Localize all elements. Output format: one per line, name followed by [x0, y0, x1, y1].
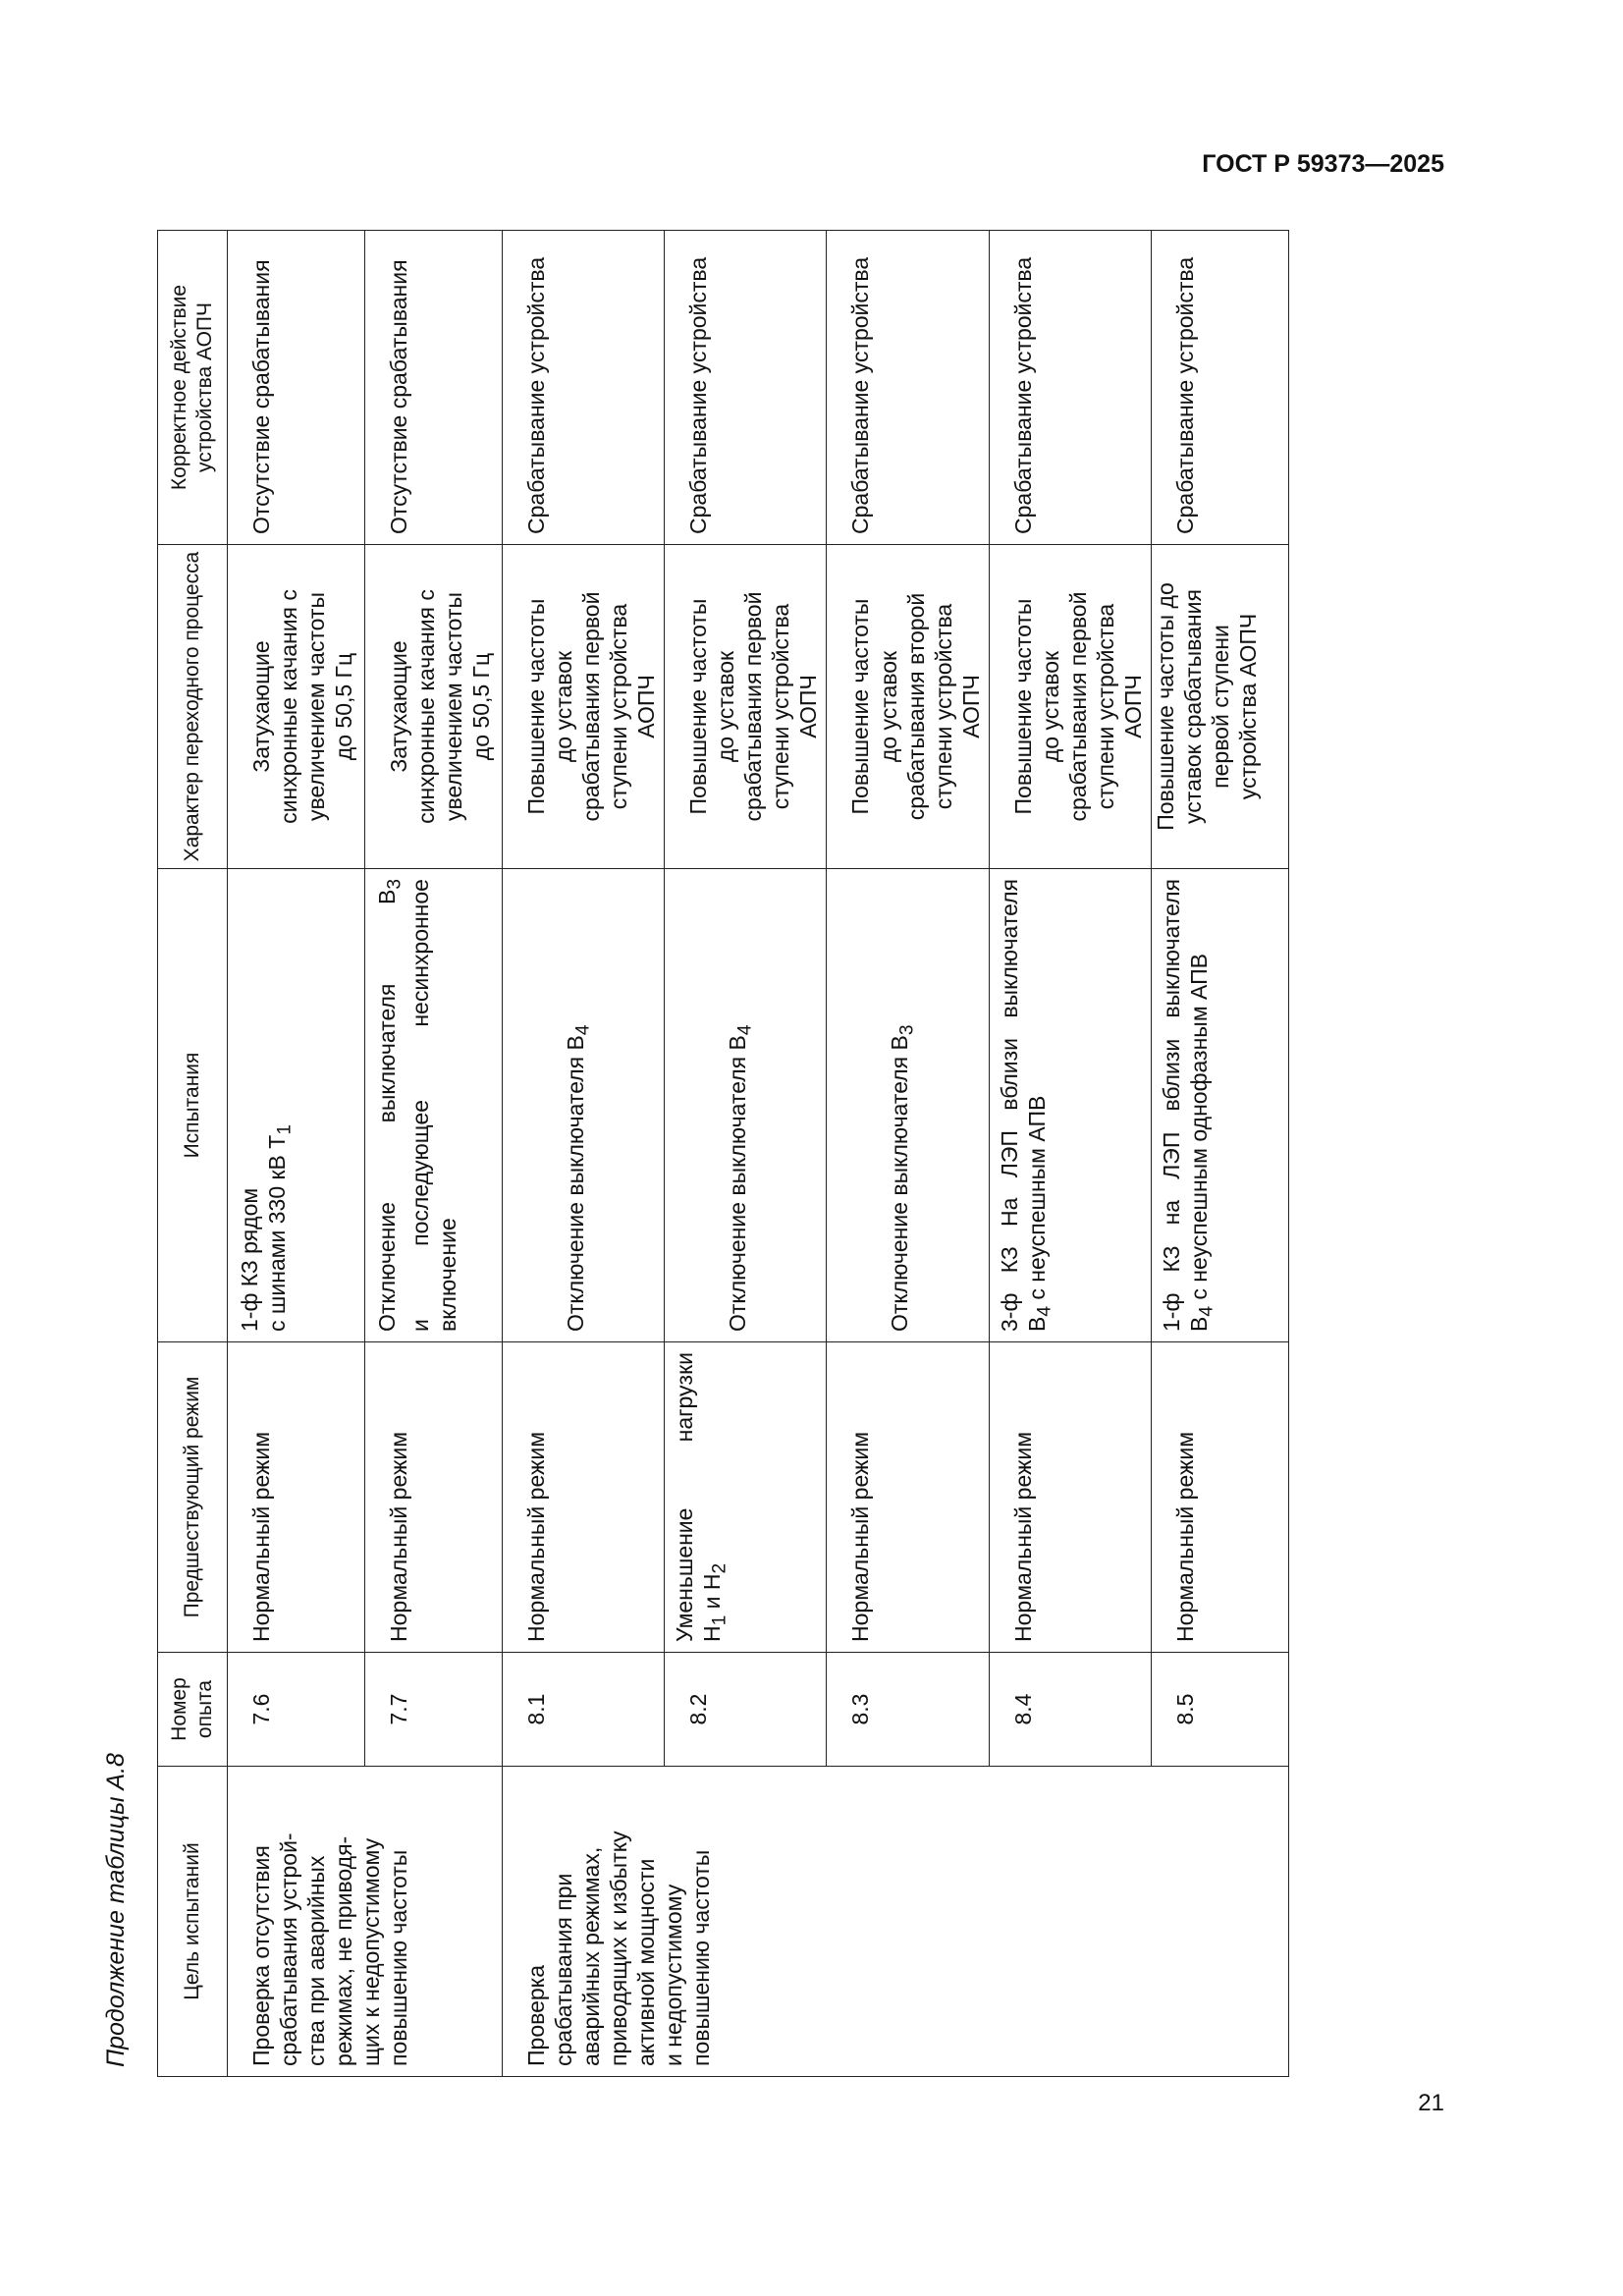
test-part: с неуспешным АПВ	[1023, 1095, 1050, 1306]
goal-cell-operation	[503, 1767, 1289, 2077]
subscript: 1	[274, 1124, 296, 1135]
test-number: 8.2	[665, 1653, 827, 1767]
process-line: ступени устройства	[768, 603, 794, 810]
test-number: 7.7	[365, 1653, 503, 1767]
process-line: уставок срабатывания	[1179, 589, 1206, 824]
process-line: Затухающие	[248, 640, 274, 773]
previous-mode: Нормальный режим	[827, 1342, 989, 1653]
correct-action: Срабатывание устройства	[989, 231, 1151, 545]
rotated-sheet	[102, 231, 1304, 2077]
process-line: срабатывания первой	[740, 591, 767, 822]
test-line	[373, 879, 406, 1332]
correct-action: Отсутствие срабатывания	[365, 231, 503, 545]
process-line: первой ступени	[1208, 625, 1234, 789]
col-header-process: Характер переходного процесса	[158, 545, 228, 869]
test-line: включение	[435, 1218, 461, 1332]
transient-process	[365, 545, 503, 869]
test-part: с неуспешным однофазным АПВ	[1185, 954, 1212, 1306]
test-number: 8.3	[827, 1653, 989, 1767]
test-text: Отключение выключателя В	[563, 1035, 588, 1332]
test-word: последующее	[406, 1099, 433, 1246]
goal-line: щих к недопустимому	[358, 1837, 385, 2066]
subscript: 4	[734, 1024, 756, 1036]
test-line: 1-ф КЗ на ЛЭП вблизи выключателя	[1158, 879, 1184, 1332]
goal-line: повышению частоты	[688, 1849, 715, 2066]
goal-line: Проверка	[523, 1964, 549, 2066]
goal-line: Проверка отсутствия	[248, 1845, 274, 2066]
test-part: В	[1185, 1316, 1212, 1332]
subscript: 3	[384, 879, 406, 890]
goal-cell-absence	[228, 1767, 503, 2077]
test-description	[1151, 869, 1288, 1342]
col-header-num: Номер опыта	[158, 1653, 228, 1767]
correct-action: Срабатывание устройства	[827, 231, 989, 545]
transient-process	[503, 545, 665, 869]
process-line: до уставок	[713, 650, 739, 763]
process-line: Повышение частоты	[1009, 598, 1036, 815]
table-row	[228, 231, 365, 2077]
test-word: выключателя	[374, 983, 400, 1123]
process-line: Повышение частоты до	[1152, 582, 1178, 831]
goal-line: ства при аварийных	[303, 1855, 330, 2066]
process-line: ступени устройства	[606, 603, 632, 810]
process-line: ступени устройства	[930, 603, 956, 810]
test-number: 7.6	[228, 1653, 365, 1767]
test-description	[503, 869, 665, 1342]
process-line: синхронные качания с	[413, 589, 440, 824]
test-line: с шинами 330 кВ Т	[264, 1134, 291, 1332]
page-number: 21	[1418, 2090, 1444, 2116]
process-line: ступени устройства	[1092, 603, 1118, 810]
process-line: устройства АОПЧ	[1235, 613, 1262, 800]
subscript: 4	[1196, 1306, 1217, 1317]
subscript: 1	[709, 1614, 730, 1626]
correct-action: Срабатывание устройства	[665, 231, 827, 545]
col-header-action: Корректное действие устройства АОПЧ	[158, 231, 228, 545]
process-line: до уставок	[1037, 650, 1063, 763]
transient-process	[1151, 545, 1288, 869]
test-description	[228, 869, 365, 1342]
goal-line: повышению частоты	[386, 1849, 412, 2066]
previous-mode: Нормальный режим	[1151, 1342, 1288, 1653]
goal-line: приводящих к избытку	[606, 1831, 632, 2066]
test-line: 1-ф КЗ рядом	[237, 1187, 262, 1332]
test-word: и	[406, 1319, 433, 1332]
test-description	[665, 869, 827, 1342]
test-word	[373, 879, 406, 904]
process-line: срабатывания первой	[578, 591, 605, 822]
subscript: 4	[1034, 1306, 1055, 1317]
transient-process	[989, 545, 1151, 869]
transient-process	[228, 545, 365, 869]
test-number: 8.5	[1151, 1653, 1288, 1767]
test-line	[406, 879, 434, 1332]
previous-mode: Нормальный режим	[989, 1342, 1151, 1653]
test-description	[827, 869, 989, 1342]
process-line: Затухающие	[386, 640, 411, 773]
test-description	[989, 869, 1151, 1342]
col-header-goal: Цель испытаний	[158, 1767, 228, 2077]
test-line	[1185, 879, 1218, 1332]
previous-mode: Нормальный режим	[228, 1342, 365, 1653]
process-line: увеличением частоты	[441, 592, 467, 821]
goal-line: и недопустимому	[661, 1884, 687, 2066]
prev-part: Н	[699, 1625, 726, 1642]
process-line: срабатывания первой	[1064, 591, 1091, 822]
col-header-prev: Предшествующий режим	[158, 1342, 228, 1653]
process-line: до 50,5 Гц	[331, 652, 357, 761]
correct-action: Срабатывание устройства	[1151, 231, 1288, 545]
goal-line: аварийных режимах,	[578, 1846, 605, 2066]
test-line	[1023, 879, 1056, 1332]
process-line: АОПЧ	[1119, 675, 1146, 738]
process-line: Повышение частоты	[847, 598, 874, 815]
previous-mode: Нормальный режим	[365, 1342, 503, 1653]
prev-line	[671, 1352, 698, 1642]
previous-mode: Нормальный режим	[503, 1342, 665, 1653]
transient-process	[827, 545, 989, 869]
prev-word: нагрузки	[672, 1352, 698, 1443]
test-text: Отключение выключателя В	[725, 1035, 751, 1332]
test-description	[365, 869, 503, 1342]
correct-action: Срабатывание устройства	[503, 231, 665, 545]
table-row	[503, 231, 665, 2077]
table-header-row	[158, 231, 228, 2077]
process-line: до уставок	[551, 650, 577, 763]
goal-line: активной мощности	[633, 1858, 660, 2066]
process-line: увеличением частоты	[303, 592, 330, 821]
subscript: 3	[897, 1024, 919, 1036]
process-line: Повышение частоты	[523, 598, 549, 815]
test-word: несинхронное	[406, 879, 433, 1027]
test-word: Отключение	[374, 1201, 400, 1332]
test-line: 3-ф КЗ На ЛЭП вблизи выключателя	[996, 879, 1022, 1332]
process-line: срабатывания второй	[902, 592, 929, 821]
table-caption: Продолжение таблицы А.8	[102, 1753, 130, 2067]
process-line: Повышение частоты	[685, 598, 712, 815]
subscript: 2	[709, 1562, 730, 1574]
test-word-letter: В	[374, 889, 400, 904]
test-part: В	[1023, 1316, 1050, 1332]
test-table	[157, 230, 1289, 2077]
correct-action: Отсутствие срабатывания	[228, 231, 365, 545]
process-line: АОПЧ	[957, 675, 984, 738]
prev-part: и Н	[699, 1573, 726, 1615]
test-number: 8.4	[989, 1653, 1151, 1767]
goal-line: срабатывания устрой-	[276, 1832, 302, 2066]
process-line: синхронные качания с	[276, 589, 302, 824]
process-line: до 50,5 Гц	[468, 652, 495, 761]
transient-process	[665, 545, 827, 869]
standard-header: ГОСТ Р 59373—2025	[1202, 150, 1444, 178]
goal-line: режимах, не приводя-	[331, 1835, 357, 2066]
prev-word: Уменьшение	[672, 1507, 698, 1642]
process-line: АОПЧ	[633, 675, 660, 738]
previous-mode	[665, 1342, 827, 1653]
goal-line: срабатывания при	[551, 1873, 577, 2066]
test-number: 8.1	[503, 1653, 665, 1767]
subscript: 4	[572, 1024, 594, 1036]
process-line: АОПЧ	[795, 675, 822, 738]
test-text: Отключение выключателя В	[887, 1035, 913, 1332]
process-line: до уставок	[875, 650, 901, 763]
prev-line	[698, 1352, 731, 1642]
col-header-test: Испытания	[158, 869, 228, 1342]
